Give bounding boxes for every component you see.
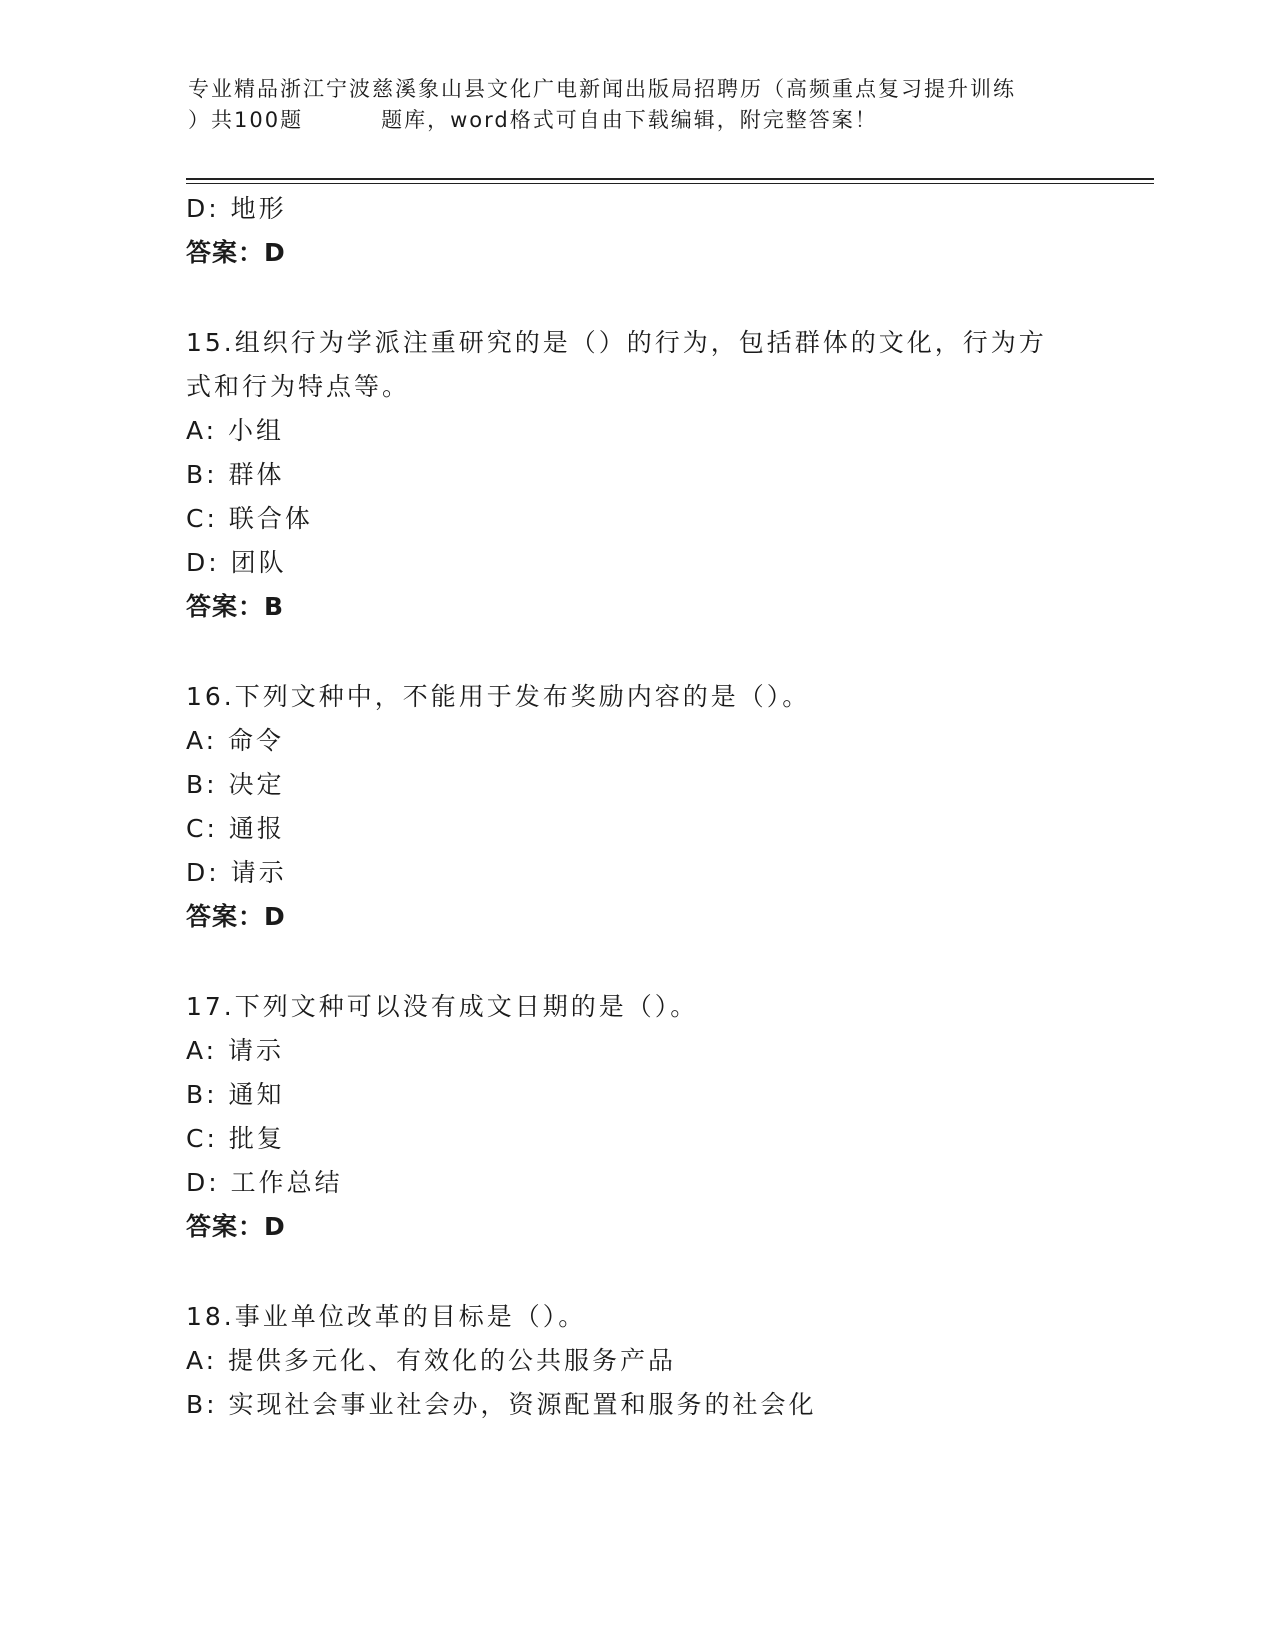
- header-line-2-part-b: 题库，word格式可自由下载编辑，附完整答案！: [381, 108, 878, 132]
- question-16-option-a: A: 命令: [186, 726, 285, 755]
- question-16-option-c: C: 通报: [186, 814, 285, 843]
- header-line-2-part-a: ）共100题: [188, 108, 304, 132]
- header-divider: [186, 178, 1154, 180]
- header-divider-thin: [186, 183, 1154, 184]
- question-17-option-d: D: 工作总结: [186, 1168, 343, 1197]
- question-17-stem: 17.下列文种可以没有成文日期的是（）。: [186, 992, 699, 1021]
- question-16-stem: 16.下列文种中，不能用于发布奖励内容的是（）。: [186, 682, 811, 711]
- question-16-option-b: B: 决定: [186, 770, 285, 799]
- question-15-option-c: C: 联合体: [186, 504, 313, 533]
- question-15-option-d: D: 团队: [186, 548, 287, 577]
- header-line-1: 专业精品浙江宁波慈溪象山县文化广电新闻出版局招聘历（高频重点复习提升训练: [188, 77, 1016, 101]
- question-17-option-c: C: 批复: [186, 1124, 285, 1153]
- question-15-option-a: A: 小组: [186, 416, 285, 445]
- question-17-option-b: B: 通知: [186, 1080, 285, 1109]
- answer: 答案：D: [186, 238, 286, 267]
- question-15-option-b: B: 群体: [186, 460, 285, 489]
- option-d: D: 地形: [186, 194, 287, 223]
- question-17-option-a: A: 请示: [186, 1036, 285, 1065]
- question-18-option-b: B: 实现社会事业社会办，资源配置和服务的社会化: [186, 1390, 817, 1419]
- question-16-answer: 答案：D: [186, 902, 286, 931]
- page-header: [188, 74, 1088, 136]
- question-15-stem-line-2: 式和行为特点等。: [186, 372, 411, 401]
- question-18-option-a: A: 提供多元化、有效化的公共服务产品: [186, 1346, 677, 1375]
- question-15-stem-line-1: 15.组织行为学派注重研究的是（）的行为，包括群体的文化，行为方: [186, 328, 1047, 357]
- question-17-answer: 答案：D: [186, 1212, 286, 1241]
- question-18-stem: 18.事业单位改革的目标是（）。: [186, 1302, 587, 1331]
- question-15-answer: 答案：B: [186, 592, 285, 621]
- header-line-2: [188, 105, 1088, 136]
- question-16-option-d: D: 请示: [186, 858, 287, 887]
